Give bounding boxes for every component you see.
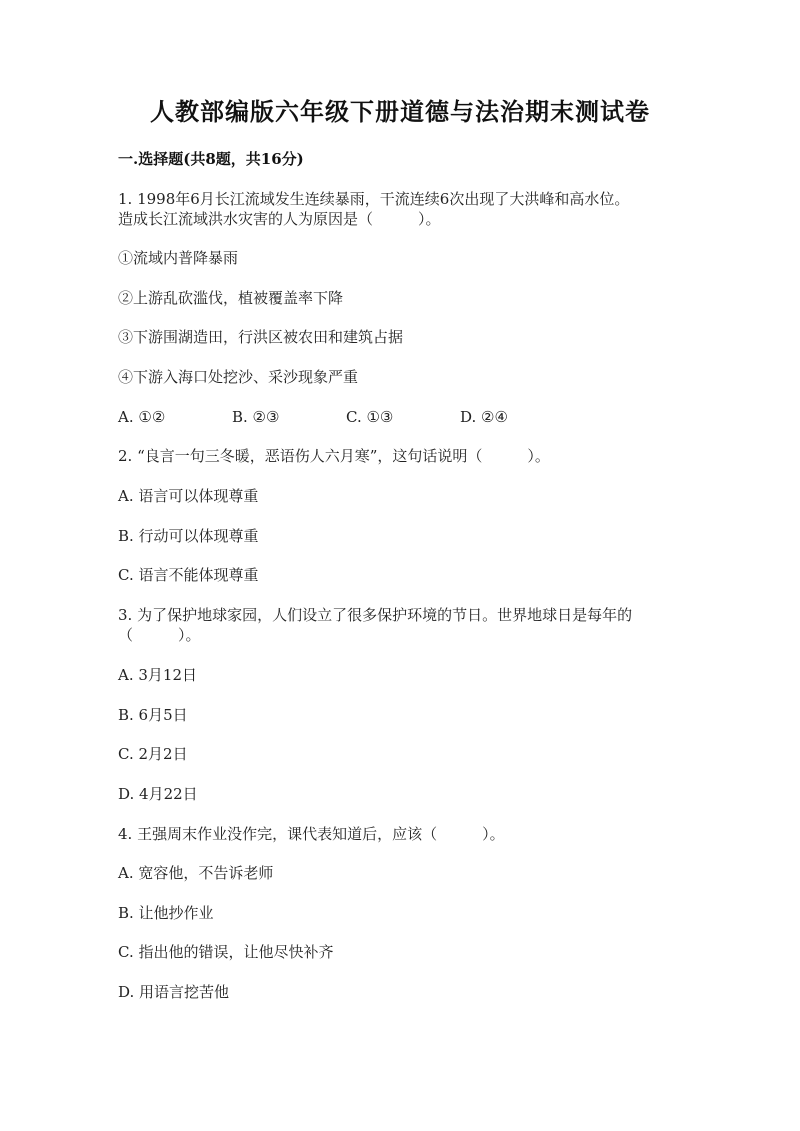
question-4-stem: 4. 王强周末作业没作完，课代表知道后，应该（ ）。 (118, 825, 505, 843)
question-4-option-d: D. 用语言挖苦他 (118, 983, 230, 1001)
question-1-stem-line-2: 造成长江流域洪水灾害的人为原因是（ ）。 (118, 210, 441, 228)
question-1-statement-4: ④下游入海口处挖沙、采沙现象严重 (118, 368, 359, 386)
question-2-stem: 2. “良言一句三冬暖，恶语伤人六月寒”，这句话说明（ ）。 (118, 447, 550, 465)
question-1-statement-2: ②上游乱砍滥伐，植被覆盖率下降 (118, 289, 344, 307)
question-1-statement-1: ①流域内普降暴雨 (118, 249, 239, 267)
page-title: 人教部编版六年级下册道德与法治期末测试卷 (150, 97, 650, 126)
question-2-option-a: A. 语言可以体现尊重 (118, 487, 259, 505)
question-3-option-d: D. 4月22日 (118, 785, 198, 803)
question-4-option-b: B. 让他抄作业 (118, 904, 214, 922)
question-1-stem-line-1: 1. 1998年6月长江流域发生连续暴雨，干流连续6次出现了大洪峰和高水位。 (118, 190, 630, 208)
question-1-option-b: B. ②③ (232, 408, 280, 426)
question-3-option-c: C. 2月2日 (118, 745, 188, 763)
question-2-option-c: C. 语言不能体现尊重 (118, 566, 259, 584)
question-3-stem-line-2: （ ）。 (118, 626, 201, 644)
question-2-option-b: B. 行动可以体现尊重 (118, 527, 259, 545)
question-1-option-a: A. ①② (118, 408, 166, 426)
section-heading: 一.选择题(共8题，共16分) (118, 150, 304, 168)
question-3-stem-line-1: 3. 为了保护地球家园，人们设立了很多保护环境的节日。世界地球日是每年的 (118, 606, 633, 624)
question-4-option-a: A. 宽容他，不告诉老师 (118, 864, 274, 882)
question-3-option-b: B. 6月5日 (118, 706, 188, 724)
question-3-option-a: A. 3月12日 (118, 666, 197, 684)
question-1-option-c: C. ①③ (346, 408, 394, 426)
question-1-option-d: D. ②④ (460, 408, 508, 426)
question-1-options (118, 405, 688, 429)
question-1-statement-3: ③下游围湖造田，行洪区被农田和建筑占据 (118, 328, 404, 346)
question-4-option-c: C. 指出他的错误，让他尽快补齐 (118, 943, 334, 961)
